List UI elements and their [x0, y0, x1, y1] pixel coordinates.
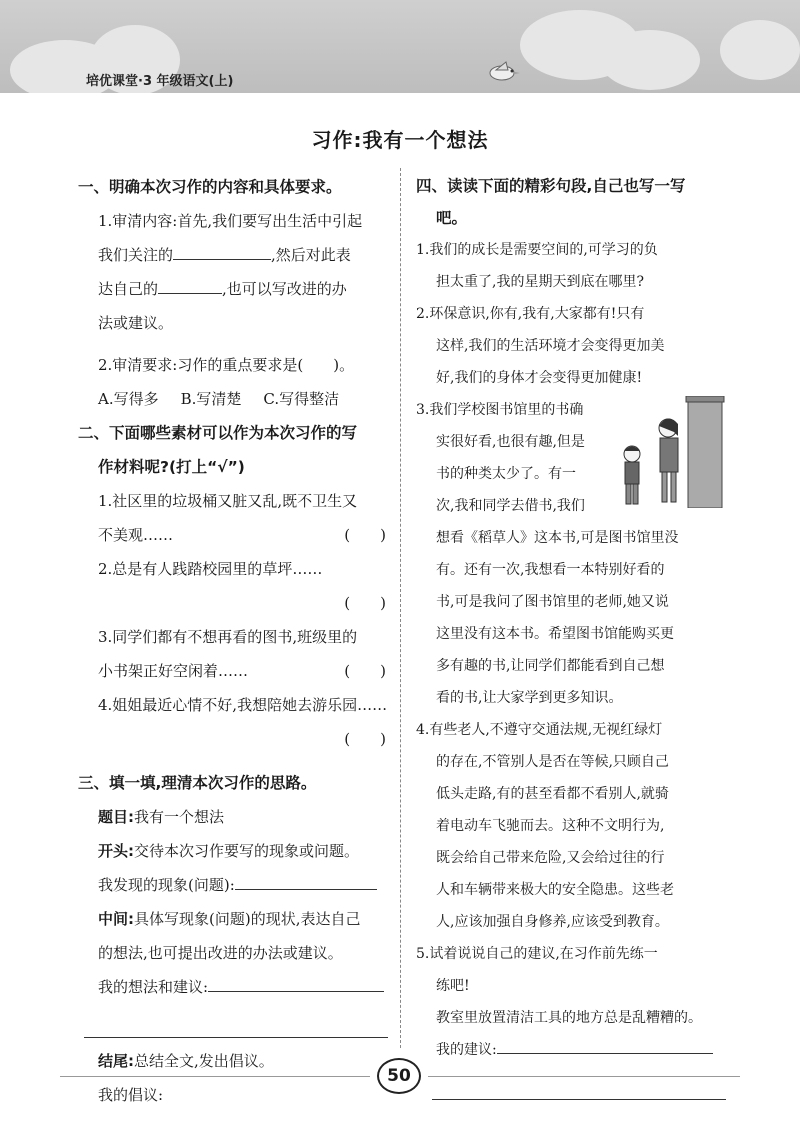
- proposal-blank[interactable]: [98, 1116, 326, 1132]
- middle-line-1: 中间:具体写现象(问题)的现状,表达自己: [98, 910, 361, 928]
- fill-blank[interactable]: [173, 242, 271, 260]
- option-c[interactable]: C.写得整洁: [263, 390, 340, 408]
- page-header: [0, 0, 800, 93]
- writing-line[interactable]: [432, 1100, 726, 1132]
- item-3-cont: 小书架正好空闲着…… ( ): [78, 654, 390, 688]
- proposal-line: 我的倡议:: [78, 1078, 390, 1132]
- section-2-heading-cont: 作材料呢?(打上“√”): [98, 458, 245, 476]
- item-3: 3.同学们都有不想再看的图书,班级里的: [98, 628, 358, 646]
- page-title: 习作:我有一个想法: [311, 128, 489, 152]
- library-illustration: [616, 396, 726, 508]
- passage-5: 5.试着说说自己的建议,在习作前先练一 练吧!: [416, 946, 658, 994]
- cloud-decoration: [720, 20, 800, 80]
- left-column: [78, 170, 390, 1132]
- check-paren[interactable]: ( ): [344, 526, 386, 544]
- item-1-cont: 不美观…… ( ): [78, 518, 390, 552]
- cloud-decoration: [600, 30, 700, 90]
- q1-line-1: 1.审清内容:首先,我们要写出生活中引起: [98, 212, 363, 230]
- footer-rule: [60, 1076, 370, 1077]
- book-title: 培优课堂·3 年级语文(上): [86, 74, 234, 89]
- ending-line: 结尾:总结全文,发出倡议。: [98, 1052, 274, 1070]
- option-a[interactable]: A.写得多: [98, 390, 159, 408]
- passage-2: 2.环保意识,你有,我有,大家都有!只有 这样,我们的生活环境才会变得更加美 好,我们的身体才会变得更加健康!: [416, 306, 665, 386]
- opening-line: 开头:交待本次习作要写的现象或问题。: [98, 842, 360, 860]
- topic-line: 题目:我有一个想法: [98, 808, 225, 826]
- writing-line[interactable]: [84, 1004, 388, 1038]
- section-1-heading: 一、明确本次习作的内容和具体要求。: [78, 178, 342, 196]
- item-4-cont: [78, 722, 390, 756]
- section-4-heading: 四、读读下面的精彩句段,自己也写一写: [416, 177, 686, 195]
- example-sentence: 教室里放置清洁工具的地方总是乱糟糟的。: [436, 1010, 702, 1026]
- q1-line-2: 我们关注的 ,然后对此表: [78, 238, 390, 272]
- footer-rule: [428, 1076, 740, 1077]
- check-paren[interactable]: ( ): [344, 594, 386, 612]
- q1-line-4: 法或建议。: [98, 314, 174, 332]
- fill-blank[interactable]: [158, 276, 222, 294]
- section-2-heading: 二、下面哪些素材可以作为本次习作的写: [78, 424, 358, 442]
- suggestion-line: 我的建议:: [416, 1034, 726, 1066]
- q1-line-3: 达自己的 ,也可以写改进的办: [78, 272, 390, 306]
- passage-1: 1.我们的成长是需要空间的,可学习的负 担太重了,我的星期天到底在哪里?: [416, 242, 658, 290]
- item-2: 2.总是有人践踏校园里的草坪……: [98, 560, 323, 578]
- option-b[interactable]: B.写清楚: [180, 390, 242, 408]
- item-4: 4.姐姐最近心情不好,我想陪她去游乐园……: [98, 696, 388, 714]
- q2-options: [78, 382, 390, 416]
- phenomenon-line: 我发现的现象(问题):: [78, 868, 390, 902]
- check-paren[interactable]: ( ): [344, 730, 386, 748]
- page-number: 50: [377, 1058, 421, 1094]
- phenomenon-blank[interactable]: [235, 872, 377, 890]
- column-divider: [400, 168, 401, 1048]
- suggestion-blank[interactable]: [497, 1036, 713, 1054]
- section-3-heading: 三、填一填,理清本次习作的思路。: [78, 774, 317, 792]
- right-column: [416, 170, 726, 1132]
- middle-line-2: 的想法,也可提出改进的办法或建议。: [98, 944, 343, 962]
- passage-4: 4.有些老人,不遵守交通法规,无视红绿灯 的存在,不管别人是否在等候,只顾自己 低头走路,有的甚至看都不看别人,就骑 着电动车飞驰而去。这种不文明行为, 既会给自己带来危险,又会给过往的行 人和车辆带来极大的安全隐患。这些老 人,应该加强自身修养,应该受到教育。: [416, 722, 674, 930]
- ideas-line: 我的想法和建议:: [78, 970, 390, 1004]
- ideas-blank[interactable]: [208, 974, 384, 992]
- item-1: 1.社区里的垃圾桶又脏又乱,既不卫生又: [98, 492, 358, 510]
- item-2-cont: [78, 586, 390, 620]
- writing-line[interactable]: [432, 1066, 726, 1100]
- q2-text: 2.审清要求:习作的重点要求是( )。: [98, 356, 355, 374]
- check-paren[interactable]: ( ): [344, 662, 386, 680]
- section-4-heading-cont: 吧。: [436, 209, 468, 227]
- bird-icon: [486, 60, 522, 82]
- passage-3: 3.我们学校图书馆里的书确 实很好看,也很有趣,但是 书的种类太少了。有一 次,我和同学去借书,我们 想看《稻草人》这本书,可是图书馆里没 有。还有一次,我想看一本特别好看的 书,可是我问了图书馆里的老师,她又说 这里没有这本书。希望图书馆能购买更 多有趣的书,让同学们都能看到自己想 看的书,让大家学到更多知识。: [416, 394, 726, 714]
